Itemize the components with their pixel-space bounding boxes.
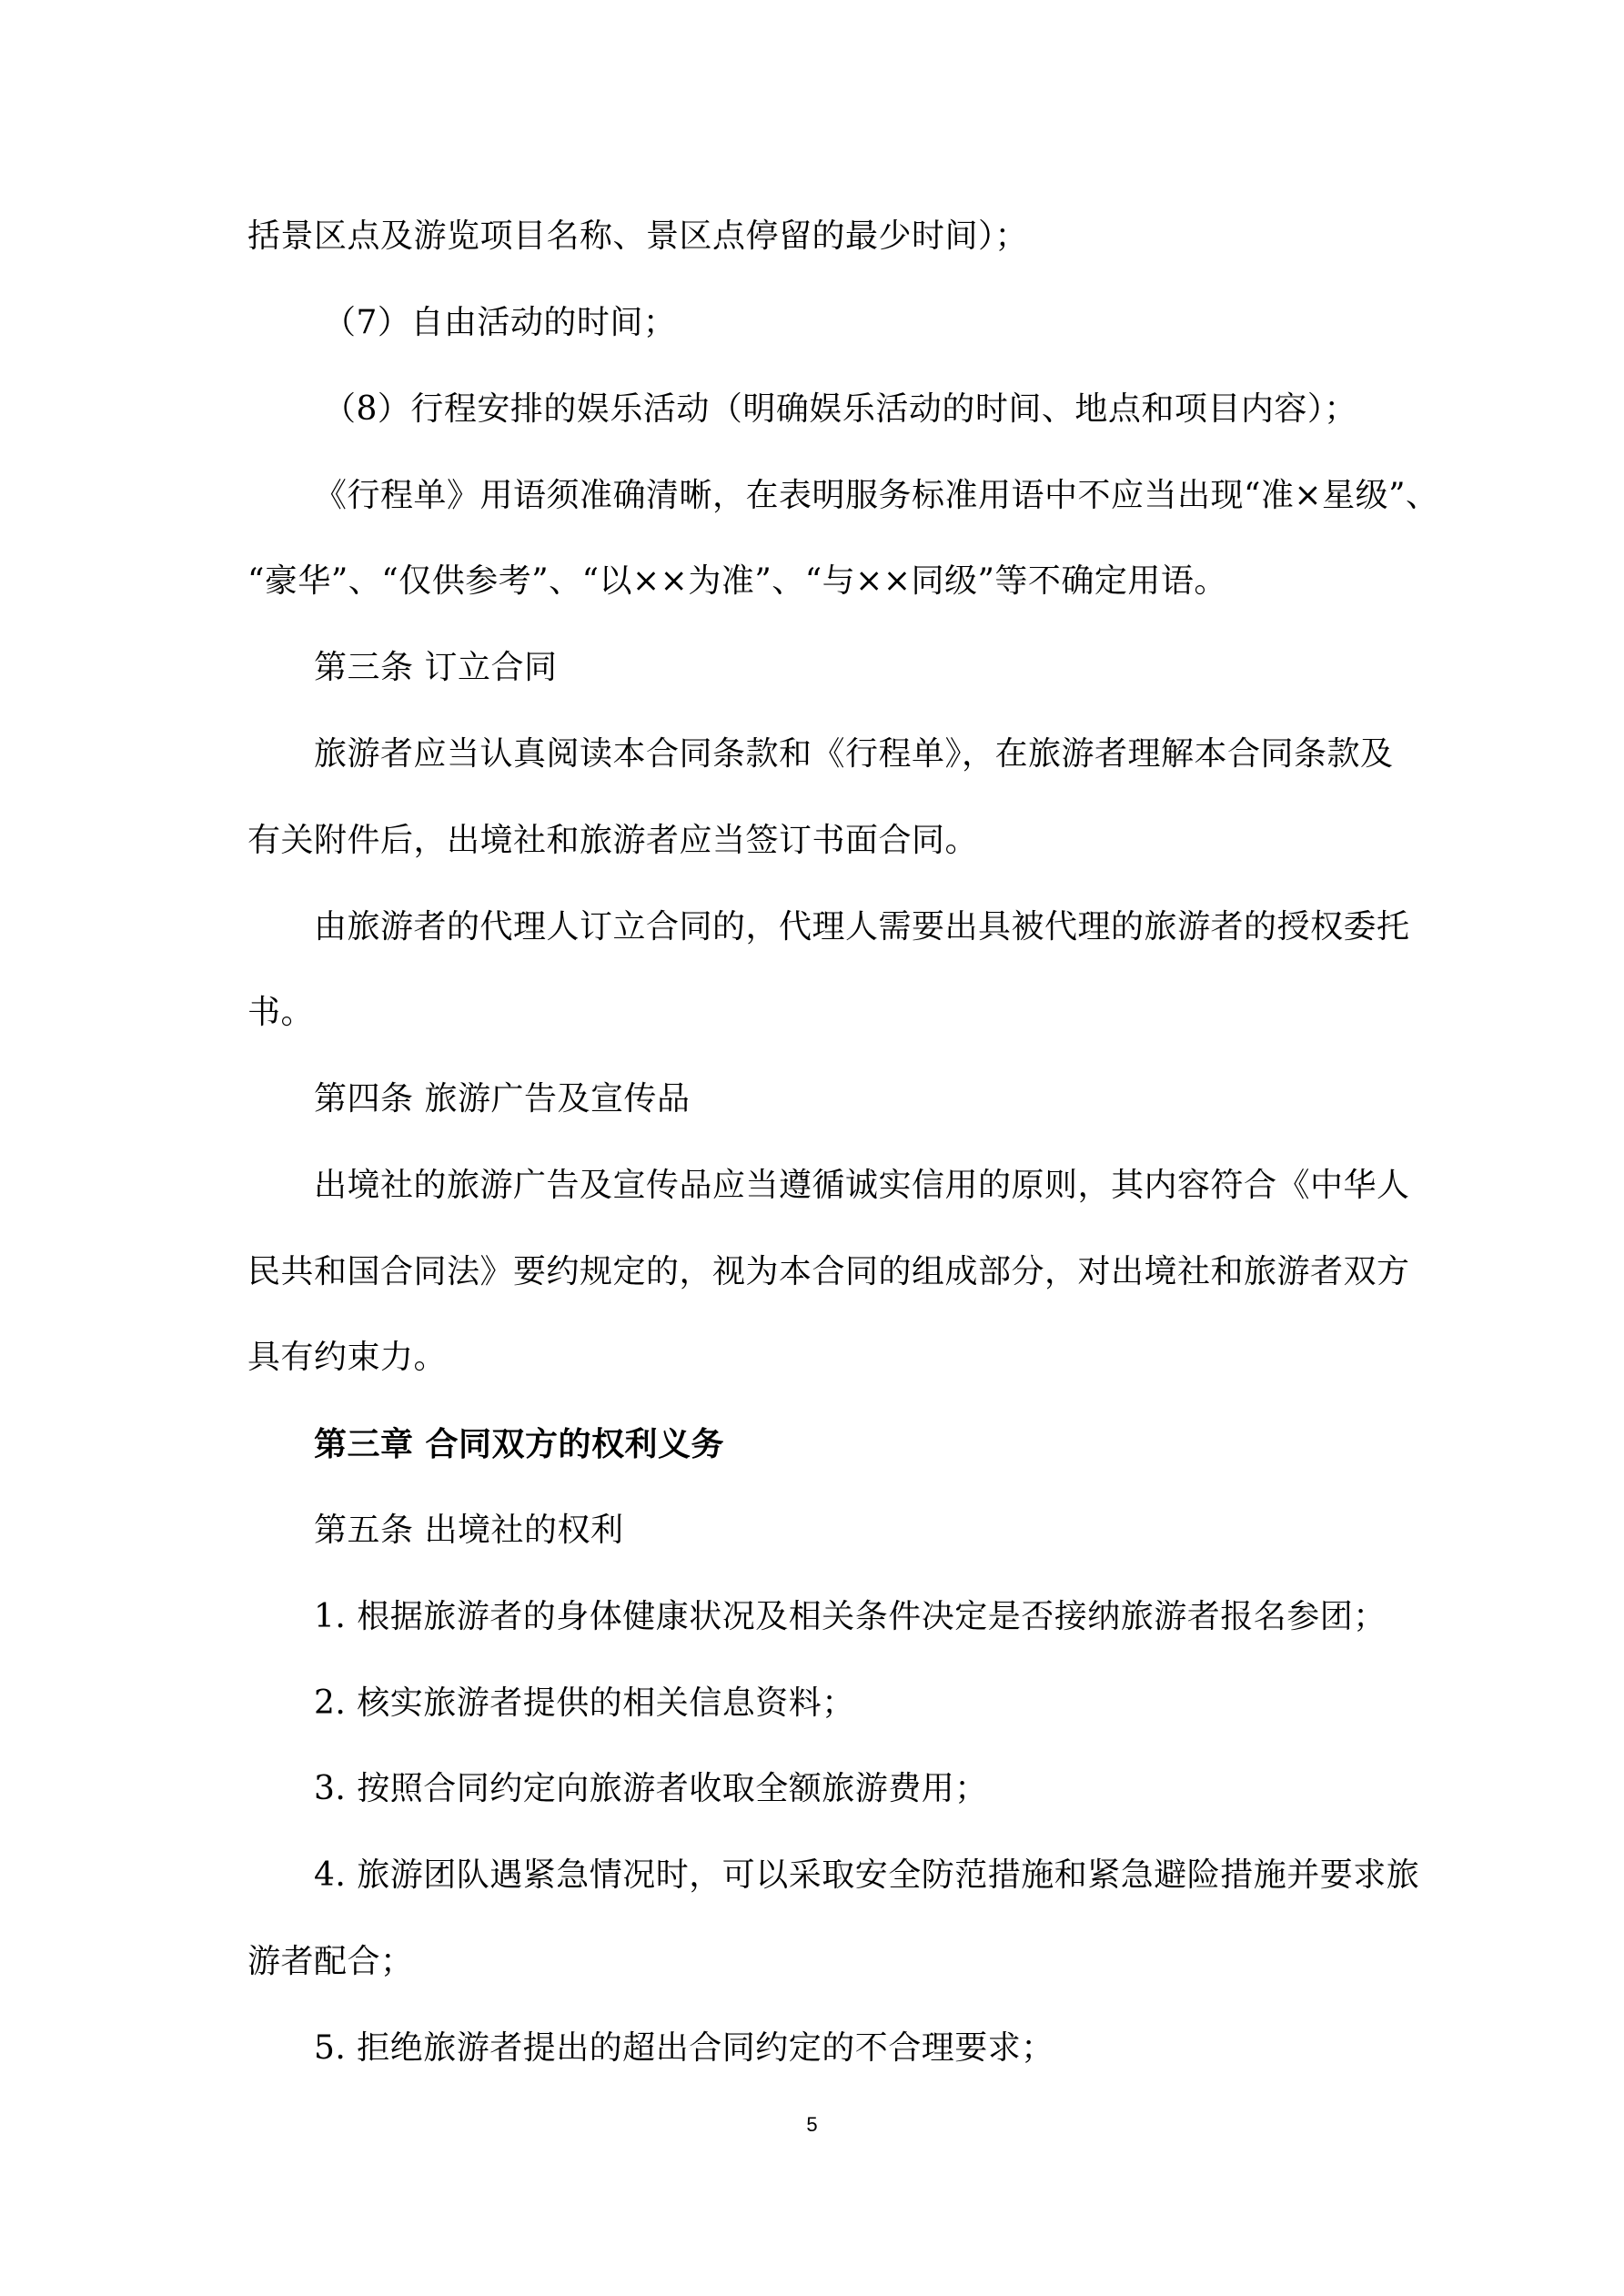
paragraph-line: “豪华”、“仅供参考”、“以××为准”、“与××同级”等不确定用语。: [247, 562, 1227, 600]
paragraph-line: 出境社的旅游广告及宣传品应当遵循诚实信用的原则，其内容符合《中华人: [314, 1167, 1410, 1204]
paragraph-line: 括景区点及游览项目名称、景区点停留的最少时间）；: [247, 217, 1029, 255]
list-item: 3. 按照合同约定向旅游者收取全额旅游费用；: [314, 1770, 988, 1807]
paragraph-line: 《行程单》用语须准确清晰，在表明服务标准用语中不应当出现“准×星级”、: [314, 477, 1439, 514]
page-number: 5: [806, 2113, 818, 2136]
article-heading: 第三条 订立合同: [314, 649, 558, 686]
list-item: （8）行程安排的娱乐活动（明确娱乐活动的时间、地点和项目内容）；: [323, 390, 1357, 428]
paragraph-line: 由旅游者的代理人订立合同的，代理人需要出具被代理的旅游者的授权委托: [314, 908, 1410, 946]
list-item: 游者配合；: [247, 1943, 414, 1980]
paragraph-line: 具有约束力。: [247, 1339, 448, 1376]
article-heading: 第四条 旅游广告及宣传品: [314, 1080, 691, 1118]
list-item: 4. 旅游团队遇紧急情况时，可以采取安全防范措施和紧急避险措施并要求旅: [314, 1856, 1420, 1894]
list-item: 5. 拒绝旅游者提出的超出合同约定的不合理要求；: [314, 2029, 1054, 2067]
paragraph-line: 有关附件后，出境社和旅游者应当签订书面合同。: [247, 822, 979, 859]
article-heading: 第五条 出境社的权利: [314, 1512, 624, 1549]
list-item: 1. 根据旅游者的身体健康状况及相关条件决定是否接纳旅游者报名参团；: [314, 1598, 1387, 1635]
paragraph-line: 旅游者应当认真阅读本合同条款和《行程单》，在旅游者理解本合同条款及: [314, 735, 1394, 773]
list-item: 2. 核实旅游者提供的相关信息资料；: [314, 1684, 855, 1722]
chapter-heading: 第三章 合同双方的权利义务: [314, 1425, 725, 1463]
list-item: （7）自由活动的时间；: [323, 304, 677, 341]
paragraph-line: 民共和国合同法》要约规定的，视为本合同的组成部分，对出境社和旅游者双方: [247, 1253, 1410, 1290]
paragraph-line: 书。: [247, 994, 315, 1031]
